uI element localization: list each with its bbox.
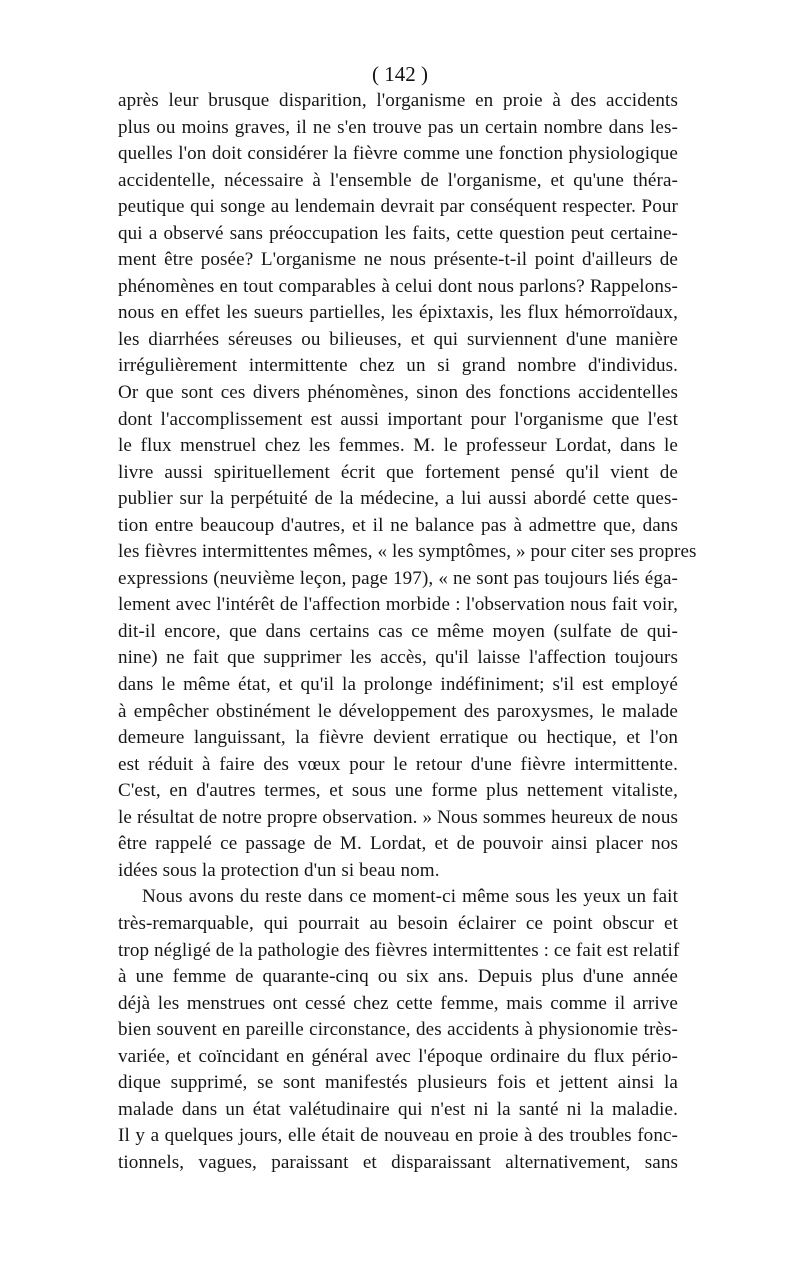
text-line: dont l'accomplissement est aussi important pour l'organisme que l'est <box>118 408 678 430</box>
page-number: ( 142 ) <box>372 62 428 86</box>
text-line: idées sous la protection d'un si beau nom. <box>118 859 440 881</box>
text-line: livre aussi spirituellement écrit que fortement pensé qu'il vient de <box>118 461 678 483</box>
text-line: est réduit à faire des vœux pour le retour d'une fièvre intermittente. <box>118 753 678 775</box>
text-line: tion entre beaucoup d'autres, et il ne balance pas à admettre que, dans <box>118 514 678 536</box>
text-line: les fièvres intermittentes mêmes, « les symptômes, » pour citer ses propres <box>118 541 697 563</box>
text-line: très-remarquable, qui pourrait au besoin éclairer ce point obscur et <box>118 912 678 934</box>
text-line: à empêcher obstinément le développement des paroxysmes, le malade <box>118 700 678 722</box>
text-line: dit-il encore, que dans certains cas ce même moyen (sulfate de qui- <box>118 620 678 642</box>
text-line: les diarrhées séreuses ou bilieuses, et qui surviennent d'une manière <box>118 328 678 350</box>
text-line: bien souvent en pareille circonstance, des accidents à physionomie très- <box>118 1019 678 1041</box>
text-line: déjà les menstrues ont cessé chez cette femme, mais comme il arrive <box>118 992 678 1014</box>
text-line: demeure languissant, la fièvre devient erratique ou hectique, et l'on <box>118 727 678 749</box>
text-line: Or que sont ces divers phénomènes, sinon des fonctions accidentelles <box>118 382 678 404</box>
text-line: être rappelé ce passage de M. Lordat, et de pouvoir ainsi placer nos <box>118 833 678 855</box>
text-line: plus ou moins graves, il ne s'en trouve pas un certain nombre dans les- <box>118 116 678 138</box>
text-line: le résultat de notre propre observation. » Nous sommes heureux de nous <box>118 806 678 828</box>
text-line: malade dans un état valétudinaire qui n'est ni la santé ni la maladie. <box>118 1098 678 1120</box>
text-line: Il y a quelques jours, elle était de nouveau en proie à des troubles fonc- <box>118 1125 678 1147</box>
text-line: variée, et coïncidant en général avec l'époque ordinaire du flux pério- <box>118 1045 678 1067</box>
text-line: nine) ne fait que supprimer les accès, qu'il laisse l'affection toujours <box>118 647 678 669</box>
text-line: peutique qui songe au lendemain devrait par conséquent respecter. Pour <box>118 196 678 218</box>
text-line: accidentelle, nécessaire à l'ensemble de l'organisme, et qu'une théra- <box>118 169 678 191</box>
text-line: expressions (neuvième leçon, page 197), « ne sont pas toujours liés éga- <box>118 567 678 589</box>
paragraph-1 <box>118 88 697 884</box>
text-line: Nous avons du reste dans ce moment-ci même sous les yeux un fait <box>142 886 678 908</box>
text-line: C'est, en d'autres termes, et sous une forme plus nettement vitaliste, <box>118 780 678 802</box>
text-line: dans le même état, et qu'il la prolonge indéfiniment; s'il est employé <box>118 674 678 696</box>
text-line: trop négligé de la pathologie des fièvres intermittentes : ce fait est relatif <box>118 939 680 961</box>
text-line: tionnels, vagues, paraissant et disparaissant alternativement, sans <box>118 1151 678 1173</box>
text-line: irrégulièrement intermittente chez un si grand nombre d'individus. <box>118 355 678 377</box>
text-line: phénomènes en tout comparables à celui dont nous parlons? Rappelons- <box>118 275 678 297</box>
text-line: nous en effet les sueurs partielles, les épixtaxis, les flux hémorroïdaux, <box>118 302 678 324</box>
text-line: ment être posée? L'organisme ne nous présente-t-il point d'ailleurs de <box>118 249 678 271</box>
text-line: publier sur la perpétuité de la médecine, a lui aussi abordé cette ques- <box>118 488 678 510</box>
text-line: le flux menstruel chez les femmes. M. le professeur Lordat, dans le <box>118 435 678 457</box>
text-line: à une femme de quarante-cinq ou six ans. Depuis plus d'une année <box>118 966 678 988</box>
text-line: qui a observé sans préoccupation les faits, cette question peut certaine- <box>118 222 678 244</box>
text-line: après leur brusque disparition, l'organisme en proie à des accidents <box>118 90 678 111</box>
text-line: lement avec l'intérêt de l'affection morbide : l'observation nous fait voir, <box>118 594 678 616</box>
body-text <box>118 88 697 1176</box>
text-line: dique supprimé, se sont manifestés plusieurs fois et jettent ainsi la <box>118 1072 678 1094</box>
text-line: quelles l'on doit considérer la fièvre comme une fonction physiologique <box>118 143 678 165</box>
paragraph-2 <box>118 884 678 1176</box>
